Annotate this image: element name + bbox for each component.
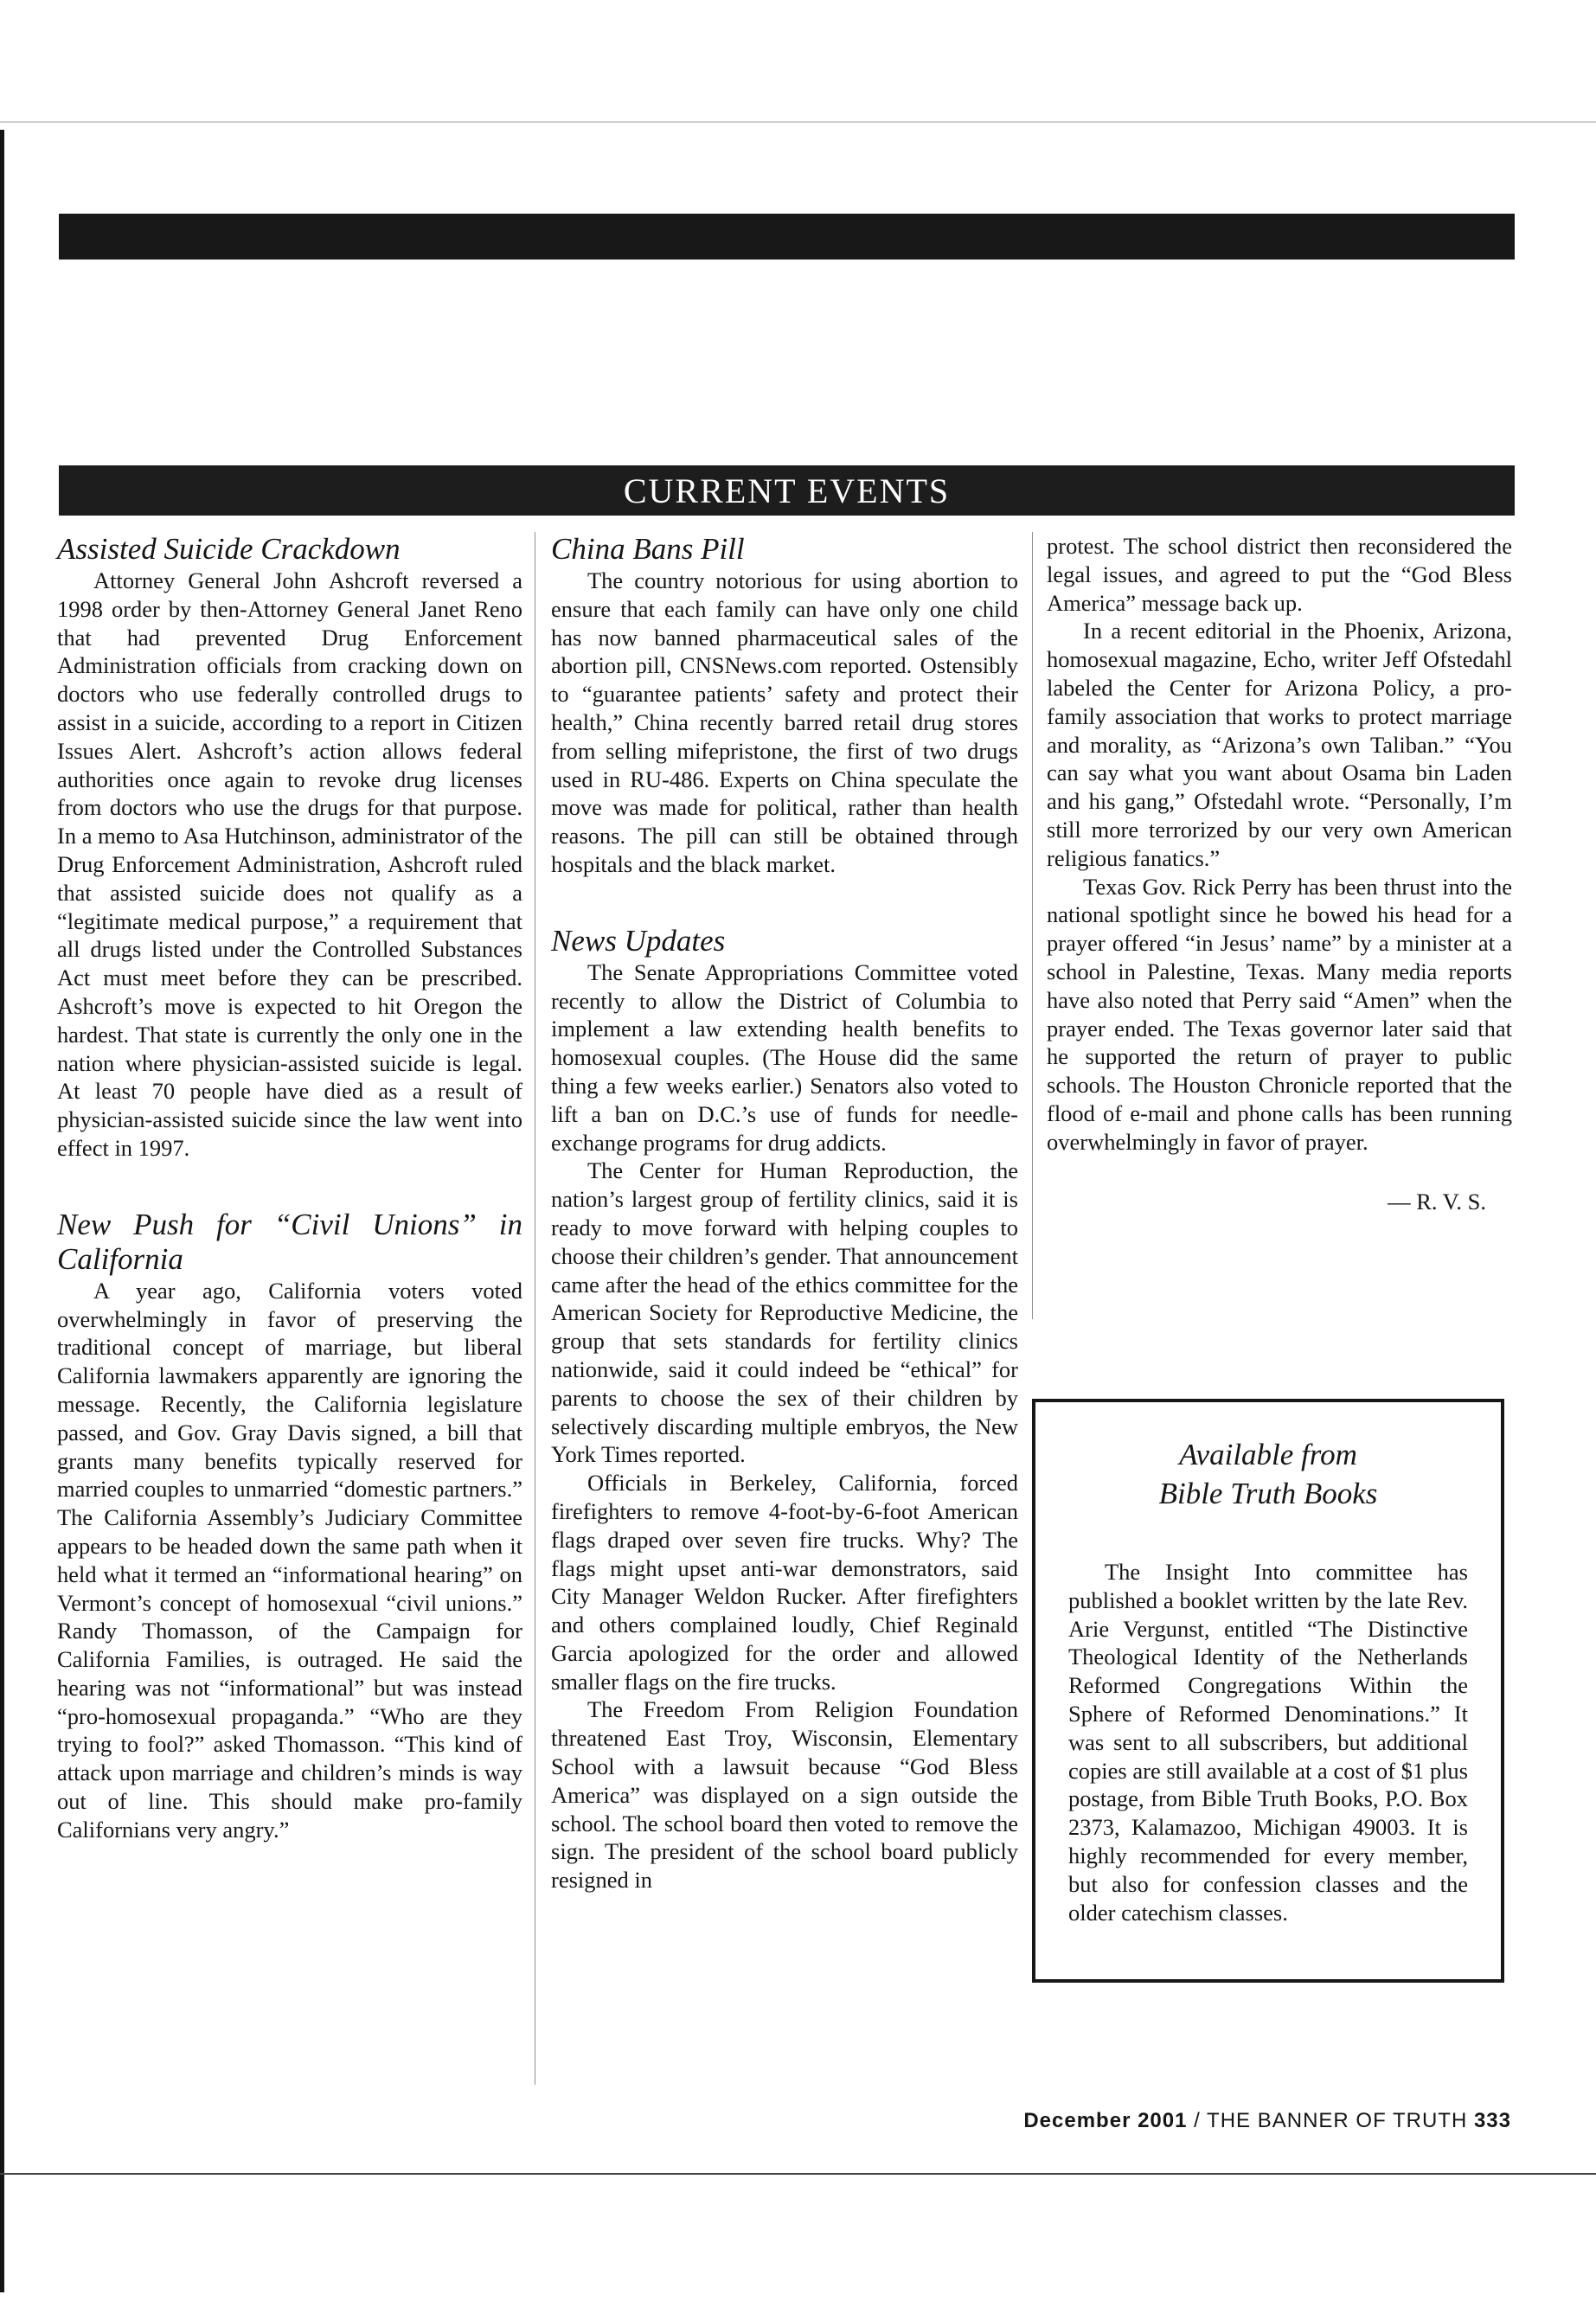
notice-title	[1068, 1435, 1468, 1513]
bottom-rule	[0, 2173, 1596, 2175]
article-paragraph: protest. The school district then reconsidered the legal issues, and agreed to put the “God Bless America” message back up.	[1047, 533, 1512, 616]
footer-publication: THE BANNER OF TRUTH	[1207, 2109, 1468, 2132]
scan-edge	[0, 130, 4, 2292]
article-paragraph: A year ago, California voters voted overwhelmingly in favor of preserving the traditional concept of marriage, but liberal California lawmakers apparently are ignoring the message. Recently, the California legislature passed, and Gov. Gray Davis signed, a bill that grants many benefits typically reserved for married couples to unmarried “domestic partners.” The California Assembly’s Judiciary Committee appears to be headed down the same path when it held what it termed an “informational hearing” on Vermont’s concept of homosexual “civil unions.” Randy Thomasson, of the Campaign for California Families, is outraged. He said the hearing was not “informational” but was instead “pro-homosexual propaganda.” “Who are they trying to fool?” asked Thomasson. “This kind of attack upon marriage and children’s minds is way out of line. This should make pro-family Californians very angry.”	[57, 1277, 522, 1843]
article-paragraph: Texas Gov. Rick Perry has been thrust into the national spotlight since he bowed his head for a prayer offered “in Jesus’ name” by a minister at a school in Palestine, Texas. Many media reports have also noted that Perry said “Amen” when the prayer ended. The Texas governor later said that he supported the return of prayer to public schools. The Houston Chronicle reported that the flood of e-mail and phone calls has been running overwhelmingly in favor of prayer.	[1047, 873, 1512, 1155]
notice-title-line1: Available from	[1179, 1438, 1357, 1471]
article-paragraph: The Senate Appropriations Committee voted recently to allow the District of Columbia to implement a law extending health benefits to homosexual couples. (The House did the same thing a few weeks earlier.) Senators also voted to lift a ban on D.C.’s use of funds for needle-exchange programs for drug addicts.	[551, 958, 1018, 1156]
article-paragraph: Officials in Berkeley, California, forced firefighters to remove 4-foot-by-6-foot American flags draped over seven fire trucks. Why? The flags might upset anti-war demonstrators, said City Manager Weldon Rucker. After firefighters and others complained loudly, Chief Reginald Garcia apologized for the order and allowed smaller flags on the fire trucks.	[551, 1470, 1018, 1695]
header-banner	[59, 214, 1515, 260]
notice-title-line2: Bible Truth Books	[1158, 1477, 1378, 1510]
section-heading: CURRENT EVENTS	[59, 465, 1515, 516]
article-title: China Bans Pill	[551, 532, 745, 566]
column-3	[1047, 532, 1512, 1215]
article-paragraph: The Freedom From Religion Foundation threatened East Troy, Wisconsin, Elementary School with a lawsuit because “God Bless America” was displayed on a sign outside the school. The school board then voted to remove the sign. The president of the school board publicly resigned in	[551, 1696, 1018, 1894]
article-paragraph: In a recent editorial in the Phoenix, Arizona, homosexual magazine, Echo, writer Jeff Ofstedahl labeled the Center for Arizona Policy, a pro-family association that works to protect marriage and morality, as “Arizona’s own Taliban.” “You can say what you want about Osama bin Laden and his gang,” Ofstedahl wrote. “Personally, I’m still more terrorized by our very own American religious fanatics.”	[1047, 618, 1512, 871]
article-title: News Updates	[551, 923, 726, 958]
top-rule	[0, 121, 1596, 123]
column-divider	[1032, 532, 1033, 1319]
article-paragraph: The Center for Human Reproduction, the nation’s largest group of fertility clinics, said it is ready to move forward with helping couples to choose their children’s gender. That announcement came after the head of the ethics committee for the American Society for Reproductive Medicine, the group that sets standards for fertility clinics nationwide, said it could indeed be “ethical” for parents to choose the sex of their children by selectively discarding multiple embryos, the New York Times reported.	[551, 1157, 1018, 1468]
notice-body: The Insight Into committee has published a booklet written by the late Rev. Arie Vergunst, entitled “The Distinctive Theological Identity of the Netherlands Reformed Congregations Within the Sphere of Reformed Denominations.” It was sent to all subscribers, but additional copies are still available at a cost of $1 plus postage, from Bible Truth Books, P.O. Box 2373, Kalamazoo, Michigan 49003. It is highly recommended for every member, but also for confession classes and the older catechism classes.	[1068, 1559, 1468, 1926]
column-2	[551, 532, 1018, 1894]
footer-separator: /	[1194, 2109, 1201, 2132]
notice-box	[1032, 1399, 1504, 1983]
column-1	[57, 532, 522, 1844]
page-footer	[1023, 2109, 1511, 2133]
article-paragraph: The country notorious for using abortion to ensure that each family can have only one child has now banned pharmaceutical sales of the abortion pill, CNSNews.com reported. Ostensibly to “guarantee patients’ safety and protect their health,” China recently barred retail drug stores from selling mifepristone, the first of two drugs used in RU-486. Experts on China speculate the move was made for political, rather than health reasons. The pill can still be obtained through hospitals and the black market.	[551, 567, 1018, 877]
article-paragraph: Attorney General John Ashcroft reversed a 1998 order by then-Attorney General Janet Reno that had prevented Drug Enforcement Administration officials from cracking down on doctors who use federally controlled drugs to assist in a suicide, according to a report in Citizen Issues Alert. Ashcroft’s action allows federal authorities once again to revoke drug licenses from doctors who use the drugs for that purpose. In a memo to Asa Hutchinson, administrator of the Drug Enforcement Administration, Ashcroft ruled that assisted suicide does not qualify as a “legitimate medical purpose,” a requirement that all drugs listed under the Controlled Substances Act must meet before they can be prescribed. Ashcroft’s move is expected to hit Oregon the hardest. That state is currently the only one in the nation where physician-assisted suicide is legal. At least 70 people have died as a result of physician-assisted suicide since the law went into effect in 1997.	[57, 567, 522, 1161]
article-title: New Push for “Civil Unions” in California	[57, 1207, 522, 1276]
article-title: Assisted Suicide Crackdown	[57, 532, 401, 566]
author-signature: — R. V. S.	[1388, 1188, 1486, 1215]
footer-date: December 2001	[1023, 2109, 1188, 2132]
page-number: 333	[1473, 2109, 1511, 2132]
